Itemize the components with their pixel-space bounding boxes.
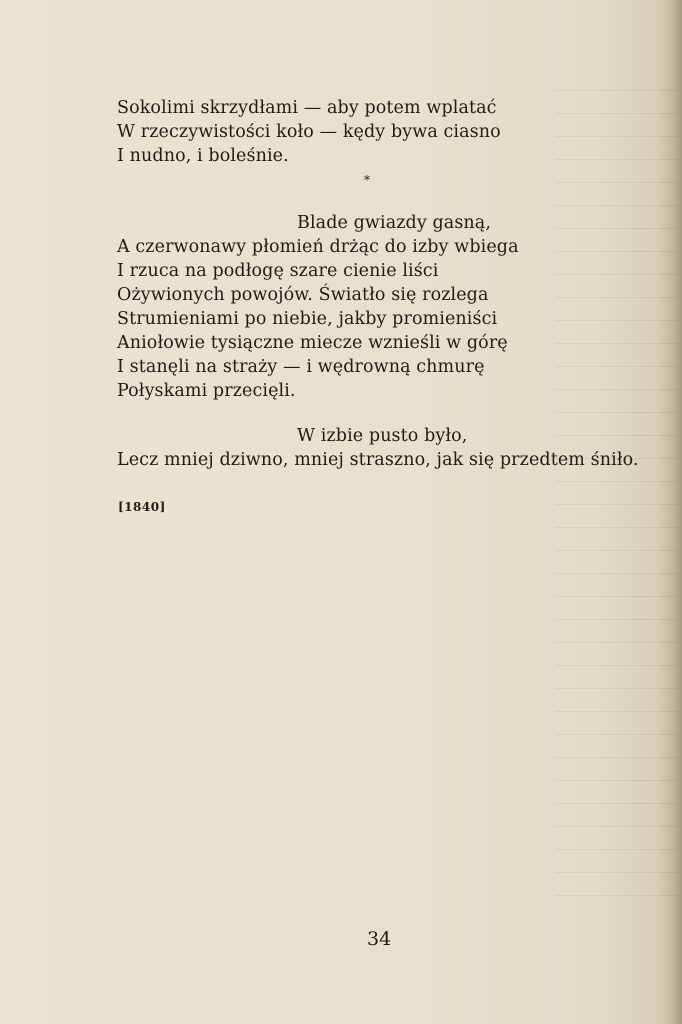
poem-line: Blade gwiazdy gasną,: [297, 213, 491, 233]
poem-line: Sokolimi skrzydłami — aby potem wplatać: [117, 98, 497, 118]
stanza-3: [117, 424, 639, 472]
page-number: 34: [367, 928, 392, 950]
show-through-text: [555, 90, 680, 950]
poem-line: Ożywionych powojów. Światło się rozlega: [117, 285, 489, 305]
poem-date: [1840]: [118, 500, 166, 514]
poem-line: I stanęli na straży — i wędrowną chmurę: [117, 357, 485, 377]
poem-line: I nudno, i boleśnie.: [117, 146, 289, 166]
poem-line: Strumieniami po niebie, jakby promieniści: [117, 309, 498, 329]
stanza-2: [117, 211, 519, 403]
poem-line: W izbie pusto było,: [297, 426, 468, 446]
poem-line: W rzeczywistości koło — kędy bywa ciasno: [117, 122, 501, 142]
poem-line: I rzuca na podłogę szare cienie liści: [117, 261, 439, 281]
poem-line: Aniołowie tysiączne miecze wznieśli w górę: [117, 333, 508, 353]
poem-line: Lecz mniej dziwno, mniej straszno, jak się przedtem śniło.: [117, 450, 639, 470]
poem-line: Połyskami przecięli.: [117, 381, 296, 401]
section-separator: *: [364, 173, 370, 187]
stanza-1: [117, 96, 501, 168]
poem-line: A czerwonawy płomień drżąc do izby wbiega: [117, 237, 519, 257]
